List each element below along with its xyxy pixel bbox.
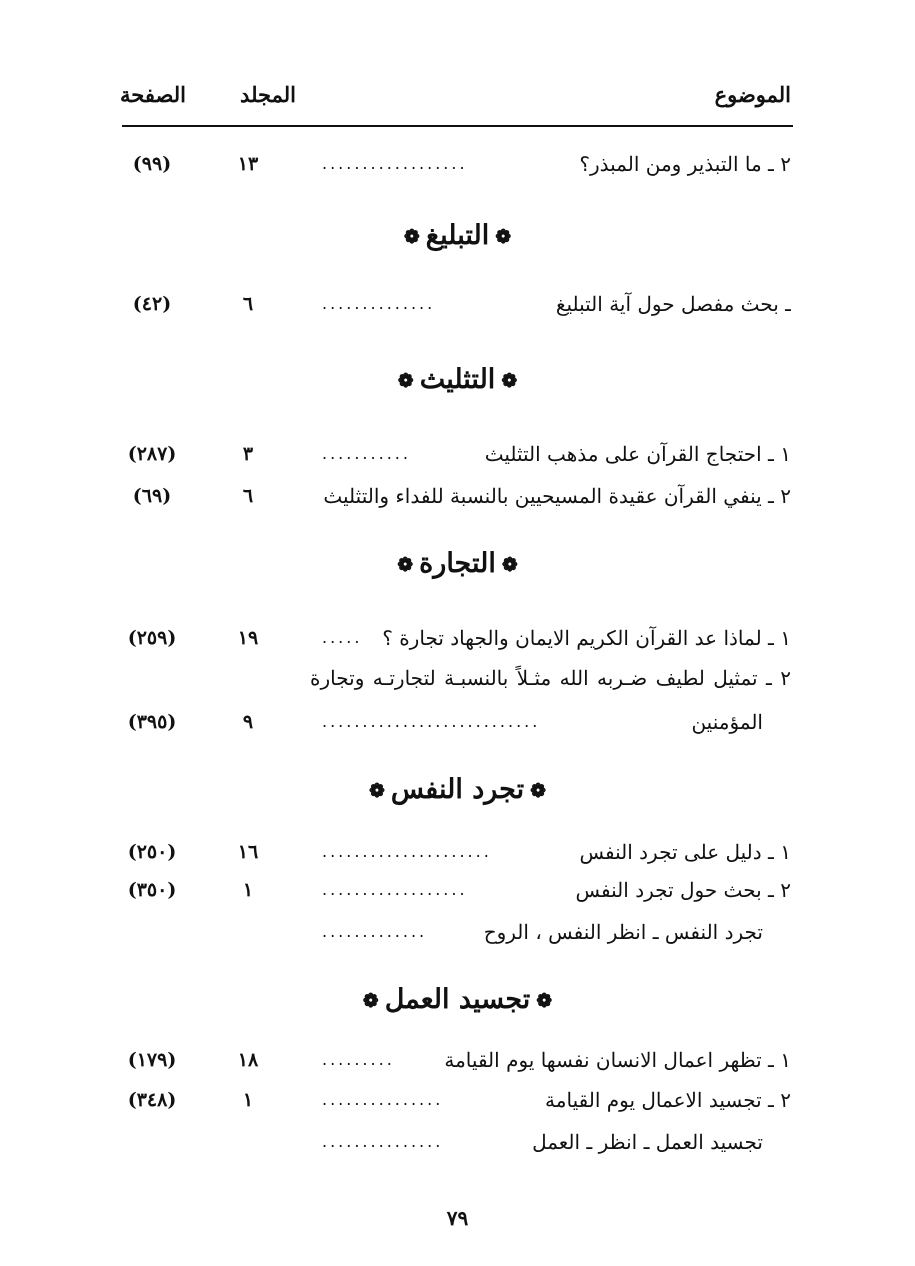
- entry-page: (٤٢): [132, 293, 172, 315]
- ornament-right-icon: ❁: [536, 989, 553, 1012]
- entry-volume: ١: [242, 1089, 254, 1111]
- entry-page: (٢٥٩): [127, 627, 177, 649]
- section-title: [0, 544, 915, 585]
- leader-dots: ...........: [322, 444, 411, 463]
- index-entry: [0, 914, 915, 950]
- index-entry: [0, 660, 915, 696]
- section-title-text: التثليث: [419, 364, 496, 395]
- index-entry: [0, 872, 915, 908]
- leader-dots: .....: [322, 628, 363, 647]
- leader-dots: ..............: [322, 294, 436, 313]
- entry-page: (١٧٩): [127, 1049, 177, 1071]
- index-entry: [0, 1082, 915, 1118]
- index-entry: [0, 436, 915, 472]
- index-entry: [0, 286, 915, 322]
- entry-page: (٣٥٠): [127, 879, 177, 901]
- entry-topic: ١ ـ لماذا عد القرآن الكريم الايمان والجهاد تجارة ؟: [382, 626, 791, 650]
- section-title: [0, 770, 915, 811]
- leader-dots: ...........................: [322, 712, 541, 731]
- leader-dots: ...............: [322, 1090, 444, 1109]
- entry-page: (٦٩): [132, 485, 172, 507]
- entry-topic: ١ ـ احتجاج القرآن على مذهب التثليث: [484, 442, 791, 466]
- ornament-right-icon: ❁: [501, 553, 518, 576]
- section-title: [0, 360, 915, 401]
- entry-topic: تجرد النفس ـ انظر النفس ، الروح: [483, 920, 763, 944]
- entry-topic: ـ بحث مفصل حول آية التبليغ: [555, 292, 791, 316]
- entry-volume: ١: [242, 879, 254, 901]
- section-title-text: التبليغ: [425, 220, 490, 251]
- entry-volume: ١٩: [237, 627, 259, 649]
- entry-topic: تجسيد العمل ـ انظر ـ العمل: [532, 1130, 763, 1154]
- entry-topic-continuation: المؤمنين: [691, 710, 763, 734]
- index-entry: [0, 478, 915, 514]
- leader-dots: .............: [322, 922, 428, 941]
- leader-dots: .........: [322, 1050, 395, 1069]
- entry-volume: ٦: [242, 485, 254, 507]
- column-header-volume: المجلد: [240, 82, 296, 107]
- section-title: [0, 216, 915, 257]
- entry-topic: ١ ـ دليل على تجرد النفس: [579, 840, 791, 864]
- ornament-right-icon: ❁: [530, 779, 547, 802]
- ornament-left-icon: ❁: [397, 369, 414, 392]
- ornament-left-icon: ❁: [397, 553, 414, 576]
- section-title-text: التجارة: [419, 548, 496, 579]
- entry-topic: ٢ ـ بحث حول تجرد النفس: [575, 878, 791, 902]
- ornament-left-icon: ❁: [362, 989, 379, 1012]
- entry-volume: ١٣: [237, 153, 259, 175]
- index-entry: [0, 146, 915, 182]
- index-entry: [0, 1042, 915, 1078]
- page-number: ٧٩: [446, 1206, 469, 1230]
- entry-topic: ٢ ـ ينفي القرآن عقيدة المسيحيين بالنسبة للفداء والتثليث: [323, 484, 791, 508]
- leader-dots: ..................: [322, 154, 468, 173]
- entry-volume: ٣: [242, 443, 254, 465]
- entry-volume: ٦: [242, 293, 254, 315]
- entry-page: (٢٨٧): [127, 443, 177, 465]
- index-entry-continuation: [0, 704, 915, 740]
- entry-page: (٣٩٥): [127, 711, 177, 733]
- index-entry: [0, 620, 915, 656]
- leader-dots: ...............: [322, 1132, 444, 1151]
- column-header-topic: الموضوع: [714, 82, 791, 107]
- column-header-page: الصفحة: [120, 82, 186, 107]
- entry-volume: ١٨: [237, 1049, 259, 1071]
- ornament-right-icon: ❁: [501, 369, 518, 392]
- entry-topic: ٢ ـ ما التبذير ومن المبذر؟: [579, 152, 791, 176]
- leader-dots: .....................: [322, 842, 492, 861]
- entry-volume: ٩: [242, 711, 254, 733]
- entry-page: (٢٥٠): [127, 841, 177, 863]
- index-entry: [0, 834, 915, 870]
- header-rule: [122, 125, 793, 127]
- entry-page: (٩٩): [132, 153, 172, 175]
- ornament-left-icon: ❁: [403, 225, 420, 248]
- ornament-left-icon: ❁: [368, 779, 385, 802]
- entry-topic: ٢ ـ تجسيد الاعمال يوم القيامة: [545, 1088, 791, 1112]
- entry-page: (٣٤٨): [127, 1089, 177, 1111]
- ornament-right-icon: ❁: [495, 225, 512, 248]
- section-title: [0, 980, 915, 1021]
- entry-topic: ٢ ـ تمثيل لطيف ضـربه الله مثـلاً بالنسبـة لتجارتـه وتجارة: [310, 666, 791, 690]
- index-entry: [0, 1124, 915, 1160]
- section-title-text: تجسيد العمل: [384, 984, 531, 1015]
- entry-volume: ١٦: [237, 841, 259, 863]
- leader-dots: ..................: [322, 880, 468, 899]
- entry-topic: ١ ـ تظهر اعمال الانسان نفسها يوم القيامة: [444, 1048, 791, 1072]
- section-title-text: تجرد النفس: [390, 774, 525, 805]
